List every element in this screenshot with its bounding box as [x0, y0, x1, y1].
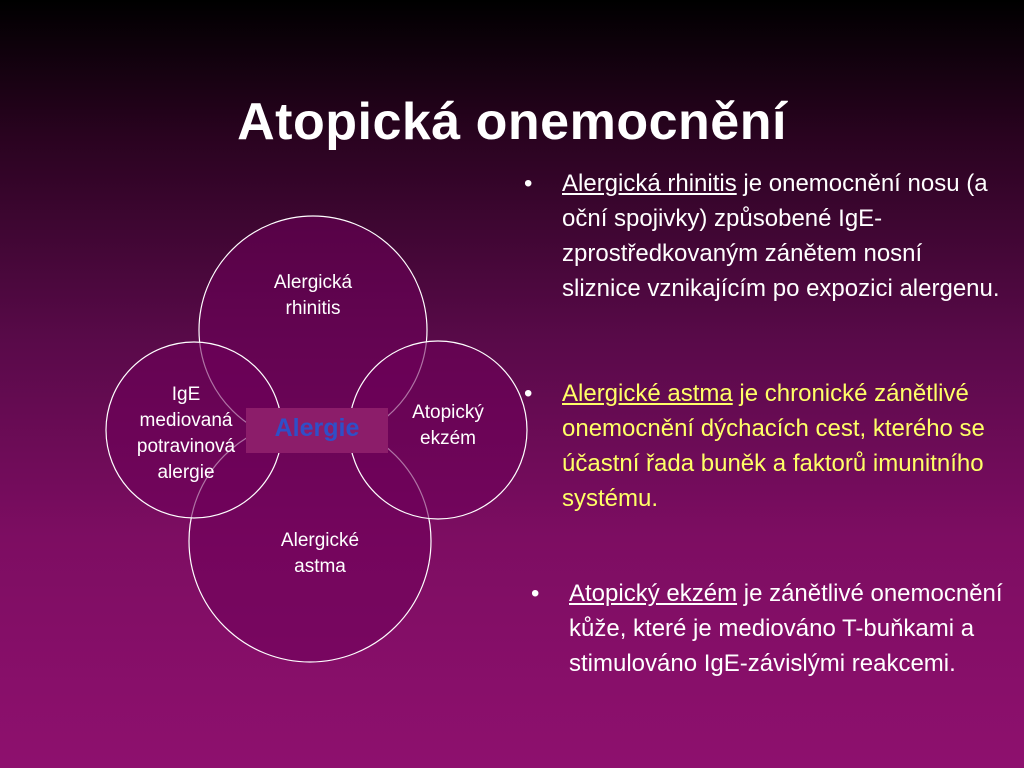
bullet-rhinitis [524, 166, 1002, 306]
label-food-line-4: alergie [157, 462, 215, 483]
label-food-line-3: potravinová [136, 436, 236, 457]
label-food-allergy [116, 382, 256, 486]
term-eczema: Atopický ekzém [569, 580, 738, 607]
slide-title: Atopická onemocnění [237, 93, 787, 151]
label-eczema [378, 400, 518, 452]
label-asthma [250, 528, 390, 580]
label-rhinitis-line-1: Alergická [273, 272, 353, 293]
bullet-marker: • [524, 170, 533, 197]
bullet-marker: • [531, 580, 540, 607]
label-asthma-line-1: Alergické [280, 530, 360, 551]
bullet-marker: • [524, 380, 533, 407]
label-asthma-line-2: astma [294, 556, 346, 577]
label-food-line-1: IgE [171, 384, 201, 405]
label-eczema-line-1: Atopický [412, 402, 484, 423]
text-eczema: je zánětlivé onemocnění kůže, které je mediováno T-buňkami a stimulováno IgE-závislými reakcemi. [569, 580, 1003, 677]
bullet-eczema [531, 576, 1009, 681]
label-eczema-line-2: ekzém [420, 428, 476, 449]
label-rhinitis-line-2: rhinitis [285, 298, 341, 319]
term-asthma: Alergické astma [562, 380, 733, 407]
label-food-line-2: mediovaná [139, 410, 233, 431]
center-label: Alergie [274, 414, 360, 442]
label-rhinitis [243, 270, 383, 322]
text-rhinitis: je onemocnění nosu (a oční spojivky) způsobené IgE-zprostředkovaným zánětem nosní sliznice vznikajícím po expozici alergenu. [562, 170, 1000, 302]
term-rhinitis: Alergická rhinitis [562, 170, 737, 197]
bullet-asthma [524, 376, 1002, 516]
text-asthma: je chronické zánětlivé onemocnění dýchacích cest, kterého se účastní řada buněk a faktorů imunitního systému. [562, 380, 985, 512]
